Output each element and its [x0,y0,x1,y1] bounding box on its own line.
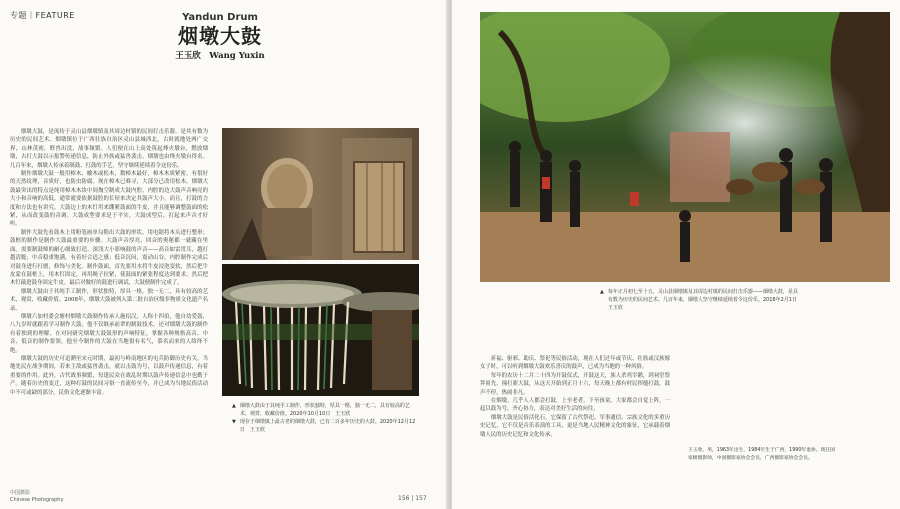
paragraph: 烟墩大鼓的历史可追溯至宋元时期，最初与岭南地区的屯兵防御历史有关。当地先民在战争期间，若来主敌或猛兽袭击，就以击鼓为号，以鼓声传递信息，有着重要的作用。此外，古代战事频繁，每逢民众在战乱时期以鼓声传递信息中也勤于产。随着历史的变迁，这种打鼓的民间习俗一直流传至今，并已成为当地民俗活动中不可或缺的部分，民俗文化逐渐丰富。 [10,355,208,396]
paragraph: 烟墩大鼓，是流传于灵山县烟墩镇及其周边村镇的民间打击乐器。是其有数为历史的民间艺术。烟墩镇位于广西壮族自治区灵山县城西北，古时就地处两广交界，山林茂密，野兽出没，战事频繁。人们便在山上高处筑起烽火墩台，燃放烟墩，古打大鼓以示报警传递信息，防止外族或猛兽袭击。烟墩也由烽火墩台得名。几百年来，烟墩人传承着制鼓、打鼓的手艺，坚守继续延续着令这份乐。 [10,129,208,169]
title-english: Yandun Drum [182,12,258,23]
caption-item [232,418,417,434]
caption-item [600,288,800,312]
caption-text: 现存于烟墩镇上最古老的烟墩大鼓，已有二百多年历史的大鼓。2020年12月12日 王玉欣 [239,419,416,433]
photo-drums-ropes [222,264,419,396]
caption-text: 烟墩大鼓由于其纯手工制作，形状独特，厚具一格，独一无二，具有较高的艺术、观赏、收藏价值。2020年10月10日 王玉欣 [239,403,410,417]
paragraph: 烟墩大鼓是民俗活化石，它保留了古代祭祀、军事通信、宗族文化的多重历史记忆，它不仅是音乐表演的工具，更是当地人民精神文化的象征，它承载着烟墩人民的历史记忆和文化传承。 [480,414,670,438]
caption-left [232,402,417,434]
magazine-name-en: Chinese Photography [10,497,64,503]
paragraph: 在烟墩，几乎人人都会打鼓，上至老者，下至孩童，大家都会自觉上阵，一起以鼓为号，齐心协力，表达对美好生活的向往。 [480,398,670,413]
caption-right [600,288,800,312]
page-number: 156 | 157 [398,495,427,502]
paragraph: 祈福、驱邪、助庆、祭祀等民俗活动，现在人们过年或节庆、壮族或汉族嫁女子时，可以听到烟墩大鼓欢乐喜庆的鼓声，已成为当地的一种风俗。 [480,356,670,371]
arrow-up-icon: ▲ [600,289,604,295]
arrow-up-icon: ▲ [232,403,236,409]
magazine-footer [10,490,63,504]
title-chinese: 烟墩大鼓 [178,24,262,48]
paragraph: 烟墩六加村委会塘村烟墩大鼓制作传承人施绍汉，人称十四伯，他自幼爱鼓，八九岁时就跟着学习制作大鼓，他不仅继承前辈的制鼓技术，还对烟墩大鼓的制作有着独到的理解。在对同研究烟墩大鼓鼓形的声响特征，掌握各种规格高音、中音、低音的制作要领。他至今制作的大鼓在当地很有名气，慕名而来的人络绎不绝。 [10,313,208,354]
paragraph: 制作烟墩大鼓一般用樟木、榆木或松木，数樟木最好，樟木木质紧密，有很好的天然纹理，音质好，也防虫防腐。现在樟木已难寻，大部分已改用松木。烟墩大鼓最突出的特点是纯用樟木木块中间掏空制成大鼓内腔，内腔的边大鼓声音响亮的大小和音响的高低。通常就要依据鼓腔的长短来决定其鼓声大小，而且，打鼓的力度和方法也有讲究。大鼓边上的木钉用来绷紧鼓面的牛皮，并且能够调整鼓面的松紧，从而改变鼓的音调。大鼓成型要求是于平实，大鼓成型后，打起来声音才好听。 [10,171,208,228]
author-byline: 王玉欣 Wang Yuxin [175,51,265,61]
paragraph: 烟墩大鼓由于其纯手工制作，形状独特，厚具一格，独一无二，具有较高的艺术、观赏、收藏价值。2008年，烟墩大鼓被列入第二批自治区级非物质文化遗产名录。 [10,288,208,312]
left-page [0,0,448,509]
photographer-bio: 王玉欣，男，1963年出生，1984年生于广西，1990年退休。现任国家级摄影师，中国摄影家协会会员，广西摄影家协会会员。 [688,448,835,461]
title-block [160,12,280,61]
paragraph: 每年的农历十二月二十四为开鼓仪式，开鼓这天，族人杀鸡宰鹅，到祠堂祭拜祖先，撞打新大鼓，从这天开始到正月十六，每天晚上都有村民挥槌打鼓，鼓声不停，热闹非凡。 [480,372,670,396]
arrow-down-icon: ▼ [232,419,236,425]
caption-item [232,402,417,418]
photo-drum-workshop [222,128,419,260]
photo-drum-festival [480,12,890,282]
caption-text: 每年正月初七至十五，灵山县烟墩镇及其周边村镇的民间打击乐器——烟墩大鼓，是具有数为历史的民间艺术。几百年来，烟墩人坚守继续延续着令这份乐。2018年2月1日 王玉欣 [607,289,802,311]
paragraph: 制作大鼓先看鼓木上用粉笔画单勾勒出大鼓的形状。用电锯将木头进行整形；鼓框的制作是制作大鼓最重要的步骤。大鼓声音厚亮、回音的奥秘都一就藏在里面。需要制鼓师的耐心细致打造。深浅大小影响鼓的声音——高音如雷贯耳，越打越清脆；中音稳重饱满，有着好合适之感；低音沉闷，震动山谷。内腔制作完成后对鼓身进行打磨，修饰与美化。制作鼓面，首先要用水将牛皮浸泡变软，然后把牛皮蒙在鼓框上，用木钉固定，再用绳子拉紧，使鼓面的紧张程度达到要求，然后把木钉敲进鼓身固定牛皮。最后对做好的鼓进行调试，大鼓便制作完成了。 [10,229,208,287]
section-tag: 专题｜FEATURE [10,11,75,20]
magazine-name-cn: 中国摄影 [10,490,31,496]
body-column-right [480,355,670,485]
body-column-left [10,128,208,476]
